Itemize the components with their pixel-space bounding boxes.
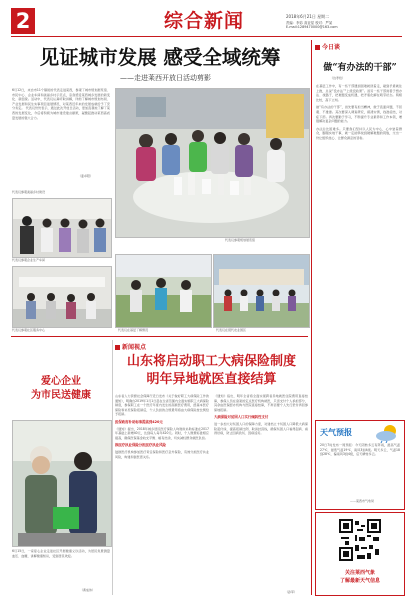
sidebar-kicker (315, 42, 340, 51)
lead-byline: （姜卓阳） (78, 174, 94, 178)
charity-byline: （黄成伟） (80, 588, 96, 592)
weather-title: 天气预报 (320, 427, 352, 437)
sidebar-byline: （边孝柱） (330, 76, 346, 80)
qr-line-1: 关注莱西气象 (344, 570, 375, 576)
header-rule (11, 36, 402, 37)
grassroots-visit-image (116, 255, 211, 327)
news-sub1: 医保政府补助标准提高到420元 (115, 419, 163, 424)
charity-headline-1: 爱心企业 (41, 376, 81, 387)
service-center-image (13, 267, 111, 327)
sidebar-p1: 在基层工作中，有一些干部遇到困难就绕着走，碰到矛盾就往上推，总说“没办法”“上级没政策”。而另一些干部则善于想办法、找路子，把难题变成机遇，把矛盾化解在萌芽状态。两相比较，高下立判。 (316, 84, 402, 102)
charity-headline-2: 为市民送健康 (31, 390, 91, 401)
charity-photo (12, 420, 112, 547)
left-column-divider (112, 340, 113, 595)
lead-caption-1: 代表们参观企业生产车间 (12, 258, 46, 262)
weather-text: 20日7时发布一周预报：今天阴转多云有阵雨，最高气温27℃，最低气温19℃，南风3到4级。明天多云，气温18到28℃，偏南风3到4级，后天晴转多云。 (320, 443, 400, 457)
editor-line: 责编：李彩 高亚星 校对：严某 (286, 21, 333, 25)
lead-bottom-rule (11, 336, 308, 337)
lead-photo-3 (115, 254, 212, 328)
lead-caption-5: 代表们参观美丽乡村建设 (12, 190, 46, 194)
news-intro: 山东省人力资源社会保障厅近日发布《关于做好职工大病保险工作的通知》，明确自2019年1月1日起在全省范围内全面实施职工大病保险制度，参保职工在一个医疗年度内发生的高额医疗费用，经基本医疗保险和补充保险报销后，个人负担的合规费用将由大病保险按比例给予报销。 (115, 394, 209, 417)
news-p4: 进一步加大对贫困人口的保障力度，对建档立卡贫困人口降低大病保险起付线、提高报销比例、取消封顶线，确保贫困人口看得起病、看得好病，防止因病致贫、因病返贫。 (214, 421, 308, 436)
factory-visit-image (13, 199, 111, 257)
news-p1: 《通知》提出，2018年城乡居民医疗保险人均财政补助标准在2017年基础上新增40元，达到每人每年420元。同时，个人缴费标准相应提高，确保医保基金收支平衡、略有结余，切实减轻群众就医负担。 (115, 426, 209, 440)
news-col-1 (115, 394, 209, 594)
lead-caption-2: 代表们参观社区服务中心 (12, 328, 46, 332)
lead-caption-3: 代表们在基层了解情况 (118, 328, 149, 332)
sidebar-kicker-text: 今日谈 (322, 44, 341, 51)
lead-main-photo (115, 88, 310, 238)
news-col-2 (214, 394, 308, 590)
lead-caption-4: 代表们在现代农业园区 (216, 328, 247, 332)
lead-body (12, 88, 110, 173)
qr-code-icon[interactable] (339, 519, 381, 561)
qr-box (315, 512, 405, 596)
health-clinic-image (13, 421, 111, 546)
sidebar-p3: 办法总比困难多。只要我们坚持以人民为中心，心中装着群众，脚踏实地干事，就一定能够找到破解难题的钥匙，交出一份让组织放心、让群众满意的答卷。 (316, 126, 402, 140)
lead-main-caption: 代表们参观规划展览馆 (225, 238, 256, 242)
lead-photo-2 (12, 266, 112, 328)
news-p3: 《通知》指出，明年全省将全面实现跨省异地就医住院费用直接结算，参保人员在备案的定点医疗机构就医，只需支付个人承担部分，其余由医保经办机构与医院直接结算，不再需要个人先行垫付再回参保地报销。 (214, 394, 308, 412)
lead-body-b: 代表们纷纷表示，通过此次开放日活动，更加直观地了解了莱西的发展变化，今后将积极为城市建设建言献策，凝聚起推动莱西高质量发展的强大合力。 (12, 106, 110, 120)
page-number: 2 (15, 9, 31, 33)
sidebar-title: 做“有办法的干部” (323, 63, 397, 73)
news-sub2: 推医疗执业保险分担医疗执业风险 (115, 443, 166, 448)
lead-photo-4 (213, 254, 310, 328)
news-kicker (115, 342, 146, 351)
weather-source: ——莱西市气象局 (350, 499, 375, 503)
date-line: 2018年6月21日 星期二 (286, 14, 330, 19)
contact-line: E-mail:1289470000@163.com (286, 25, 338, 29)
lead-body-a: 6月12日，来自市11个镇街的代表走进莱西，参观了城市规划展览馆、市民中心、企业车间和美丽乡村示范点，亲身感受莱西城乡发展的新变化、新面貌。活动中，代表们认真听取讲解，详细了解城市规划布局、产业发展和民生实事项目进展情况，对莱西近年来的发展成就给予了充分肯定。 (12, 88, 110, 111)
section-title: 综合新闻 (164, 10, 245, 32)
weather-cloud-icon (374, 423, 400, 443)
lead-headline: 见证城市发展 感受全域统筹 (39, 46, 281, 69)
sidebar-p2: 做“有办法的干部”，首先要有担当精神，敢于直面问题，不回避、不推诿。其次要深入调查研究，摸清实情，找准症结，对症下药。再次要勤于学习，不断提升专业素养和工作本领，增强解决复杂问题的能力。 (316, 105, 402, 124)
lead-photo-1 (12, 198, 112, 258)
exhibition-hall-image (116, 89, 309, 237)
qr-line-2: 了解最新天气信息 (339, 578, 380, 584)
news-p2: 鼓励医疗机构参加医疗责任保险和医疗意外保险，有效分担医疗执业风险，构建和谐医患关系。 (115, 449, 209, 459)
sidebar-body (316, 84, 402, 389)
news-sub3: 大病保险对贫困人口实行倾斜性支付 (214, 415, 269, 420)
lead-subheadline: ——走进莱西开放日活动剪影 (120, 74, 211, 82)
news-kicker-text: 新闻视点 (122, 344, 147, 351)
news-square-icon (115, 345, 120, 350)
weather-box (315, 420, 405, 510)
news-headline-1: 山东将启动职工大病保险制度 (126, 354, 296, 369)
news-headline-2: 明年异地就医直接结算 (146, 372, 277, 387)
right-column-divider (311, 40, 312, 595)
kicker-square-icon (315, 45, 320, 50)
village-visit-image (214, 255, 309, 327)
news-byline: （孙军） (285, 590, 298, 594)
charity-caption: 6月15日，一家爱心企业走进社区开展健康义诊活动，为居民免费测量血压、血糖，讲解健康知识，受到居民欢迎。 (12, 549, 110, 558)
